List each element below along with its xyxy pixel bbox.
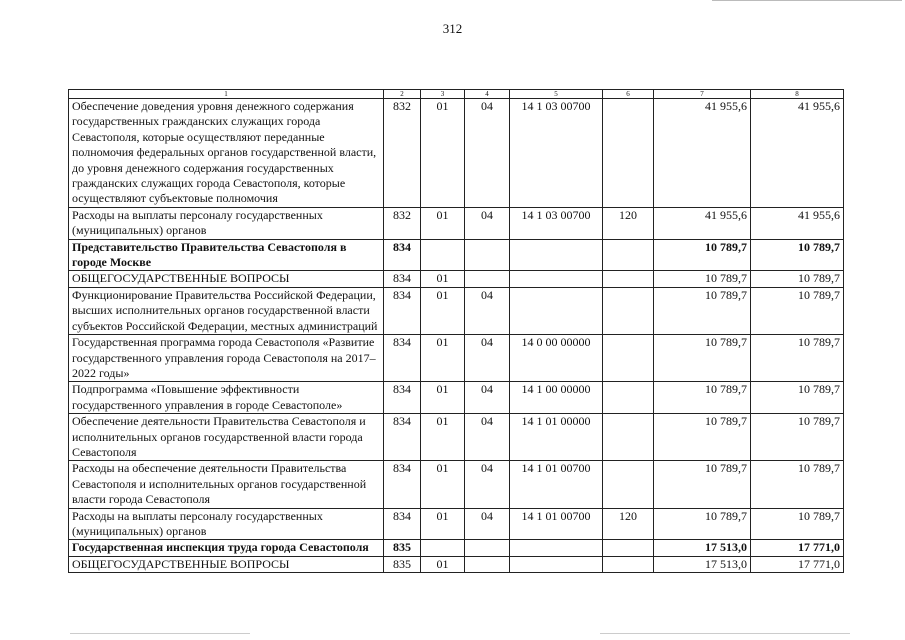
amount-year-1: 10 789,7 [654, 414, 751, 461]
amount-year-2: 10 789,7 [751, 335, 844, 382]
header-cell: 4 [465, 90, 510, 99]
amount-year-1: 41 955,6 [654, 207, 751, 239]
amount-year-2: 41 955,6 [751, 99, 844, 208]
expense-type [603, 271, 654, 287]
dept-code: 832 [384, 99, 421, 208]
table-row [69, 335, 844, 382]
subsection-code: 04 [465, 207, 510, 239]
table-row [69, 414, 844, 461]
subsection-code: 04 [465, 99, 510, 208]
header-cell: 8 [751, 90, 844, 99]
row-name: Представительство Правительства Севастополя в городе Москве [69, 239, 384, 271]
section-code: 01 [421, 508, 465, 540]
header-cell: 3 [421, 90, 465, 99]
section-code: 01 [421, 382, 465, 414]
target-article: 14 1 00 00000 [510, 382, 603, 414]
expense-type [603, 99, 654, 208]
dept-code: 834 [384, 382, 421, 414]
amount-year-1: 10 789,7 [654, 287, 751, 334]
table-row [69, 540, 844, 556]
amount-year-2: 10 789,7 [751, 239, 844, 271]
amount-year-1: 17 513,0 [654, 540, 751, 556]
dept-code: 834 [384, 461, 421, 508]
row-name: Расходы на выплаты персоналу государственных (муниципальных) органов [69, 207, 384, 239]
amount-year-1: 41 955,6 [654, 99, 751, 208]
row-name: Обеспечение доведения уровня денежного содержания государственных гражданских служащих города Севастополя, которые осуществляют переданные полномочия федеральных органов государственной власти, до уровня денежного содержания государственных гражданских служащих города Севастополя, которые осуществляют субъектовые полномочия [69, 99, 384, 208]
table-row [69, 239, 844, 271]
expense-type [603, 287, 654, 334]
section-code: 01 [421, 556, 465, 572]
amount-year-2: 17 771,0 [751, 540, 844, 556]
target-article [510, 287, 603, 334]
subsection-code: 04 [465, 461, 510, 508]
expense-type: 120 [603, 508, 654, 540]
section-code: 01 [421, 99, 465, 208]
subsection-code [465, 540, 510, 556]
amount-year-2: 10 789,7 [751, 287, 844, 334]
subsection-code: 04 [465, 287, 510, 334]
expense-type [603, 239, 654, 271]
amount-year-2: 10 789,7 [751, 382, 844, 414]
target-article: 14 0 00 00000 [510, 335, 603, 382]
subsection-code [465, 271, 510, 287]
table-row [69, 287, 844, 334]
expense-type [603, 382, 654, 414]
section-code: 01 [421, 335, 465, 382]
expense-type [603, 414, 654, 461]
target-article [510, 239, 603, 271]
amount-year-1: 10 789,7 [654, 461, 751, 508]
subsection-code [465, 239, 510, 271]
dept-code: 834 [384, 271, 421, 287]
target-article: 14 1 01 00000 [510, 414, 603, 461]
header-cell: 6 [603, 90, 654, 99]
table-row [69, 207, 844, 239]
dept-code: 834 [384, 239, 421, 271]
amount-year-2: 10 789,7 [751, 461, 844, 508]
table-row [69, 508, 844, 540]
row-name: Расходы на обеспечение деятельности Правительства Севастополя и исполнительных органов государственной власти города Севастополя [69, 461, 384, 508]
section-code: 01 [421, 271, 465, 287]
amount-year-2: 17 771,0 [751, 556, 844, 572]
target-article [510, 271, 603, 287]
target-article: 14 1 03 00700 [510, 99, 603, 208]
dept-code: 834 [384, 287, 421, 334]
dept-code: 834 [384, 414, 421, 461]
subsection-code: 04 [465, 414, 510, 461]
expense-type: 120 [603, 207, 654, 239]
row-name: Обеспечение деятельности Правительства Севастополя и исполнительных органов государственной власти города Севастополя [69, 414, 384, 461]
expense-type [603, 335, 654, 382]
header-cell: 1 [69, 90, 384, 99]
target-article: 14 1 01 00700 [510, 508, 603, 540]
section-code [421, 540, 465, 556]
table-row [69, 461, 844, 508]
row-name: Подпрограмма «Повышение эффективности государственного управления в городе Севастополе» [69, 382, 384, 414]
scan-edge-line [70, 633, 250, 634]
column-number-row [69, 90, 844, 99]
section-code: 01 [421, 207, 465, 239]
header-cell: 2 [384, 90, 421, 99]
amount-year-1: 10 789,7 [654, 239, 751, 271]
dept-code: 834 [384, 508, 421, 540]
target-article: 14 1 01 00700 [510, 461, 603, 508]
target-article: 14 1 03 00700 [510, 207, 603, 239]
amount-year-2: 10 789,7 [751, 508, 844, 540]
subsection-code: 04 [465, 335, 510, 382]
table-row [69, 271, 844, 287]
row-name: ОБЩЕГОСУДАРСТВЕННЫЕ ВОПРОСЫ [69, 556, 384, 572]
amount-year-2: 10 789,7 [751, 271, 844, 287]
amount-year-1: 10 789,7 [654, 335, 751, 382]
row-name: Государственная инспекция труда города Севастополя [69, 540, 384, 556]
target-article [510, 540, 603, 556]
table-row [69, 382, 844, 414]
page-number: 312 [442, 21, 463, 36]
subsection-code: 04 [465, 382, 510, 414]
section-code: 01 [421, 414, 465, 461]
amount-year-1: 10 789,7 [654, 271, 751, 287]
row-name: Функционирование Правительства Российской Федерации, высших исполнительных органов государственной власти субъектов Российской Федерации, местных администраций [69, 287, 384, 334]
dept-code: 835 [384, 556, 421, 572]
dept-code: 832 [384, 207, 421, 239]
section-code: 01 [421, 461, 465, 508]
expense-type [603, 461, 654, 508]
amount-year-1: 17 513,0 [654, 556, 751, 572]
section-code [421, 239, 465, 271]
scan-edge-line [712, 0, 902, 4]
row-name: Государственная программа города Севастополя «Развитие государственного управления города Севастополя на 2017–2022 годы» [69, 335, 384, 382]
subsection-code: 04 [465, 508, 510, 540]
amount-year-1: 10 789,7 [654, 508, 751, 540]
budget-table [68, 89, 844, 573]
subsection-code [465, 556, 510, 572]
header-cell: 7 [654, 90, 751, 99]
amount-year-2: 41 955,6 [751, 207, 844, 239]
row-name: Расходы на выплаты персоналу государственных (муниципальных) органов [69, 508, 384, 540]
section-code: 01 [421, 287, 465, 334]
expense-type [603, 556, 654, 572]
row-name: ОБЩЕГОСУДАРСТВЕННЫЕ ВОПРОСЫ [69, 271, 384, 287]
dept-code: 835 [384, 540, 421, 556]
expense-type [603, 540, 654, 556]
scan-edge-line [600, 633, 850, 634]
dept-code: 834 [384, 335, 421, 382]
table-row [69, 556, 844, 572]
target-article [510, 556, 603, 572]
amount-year-2: 10 789,7 [751, 414, 844, 461]
header-cell: 5 [510, 90, 603, 99]
amount-year-1: 10 789,7 [654, 382, 751, 414]
table-row [69, 99, 844, 208]
